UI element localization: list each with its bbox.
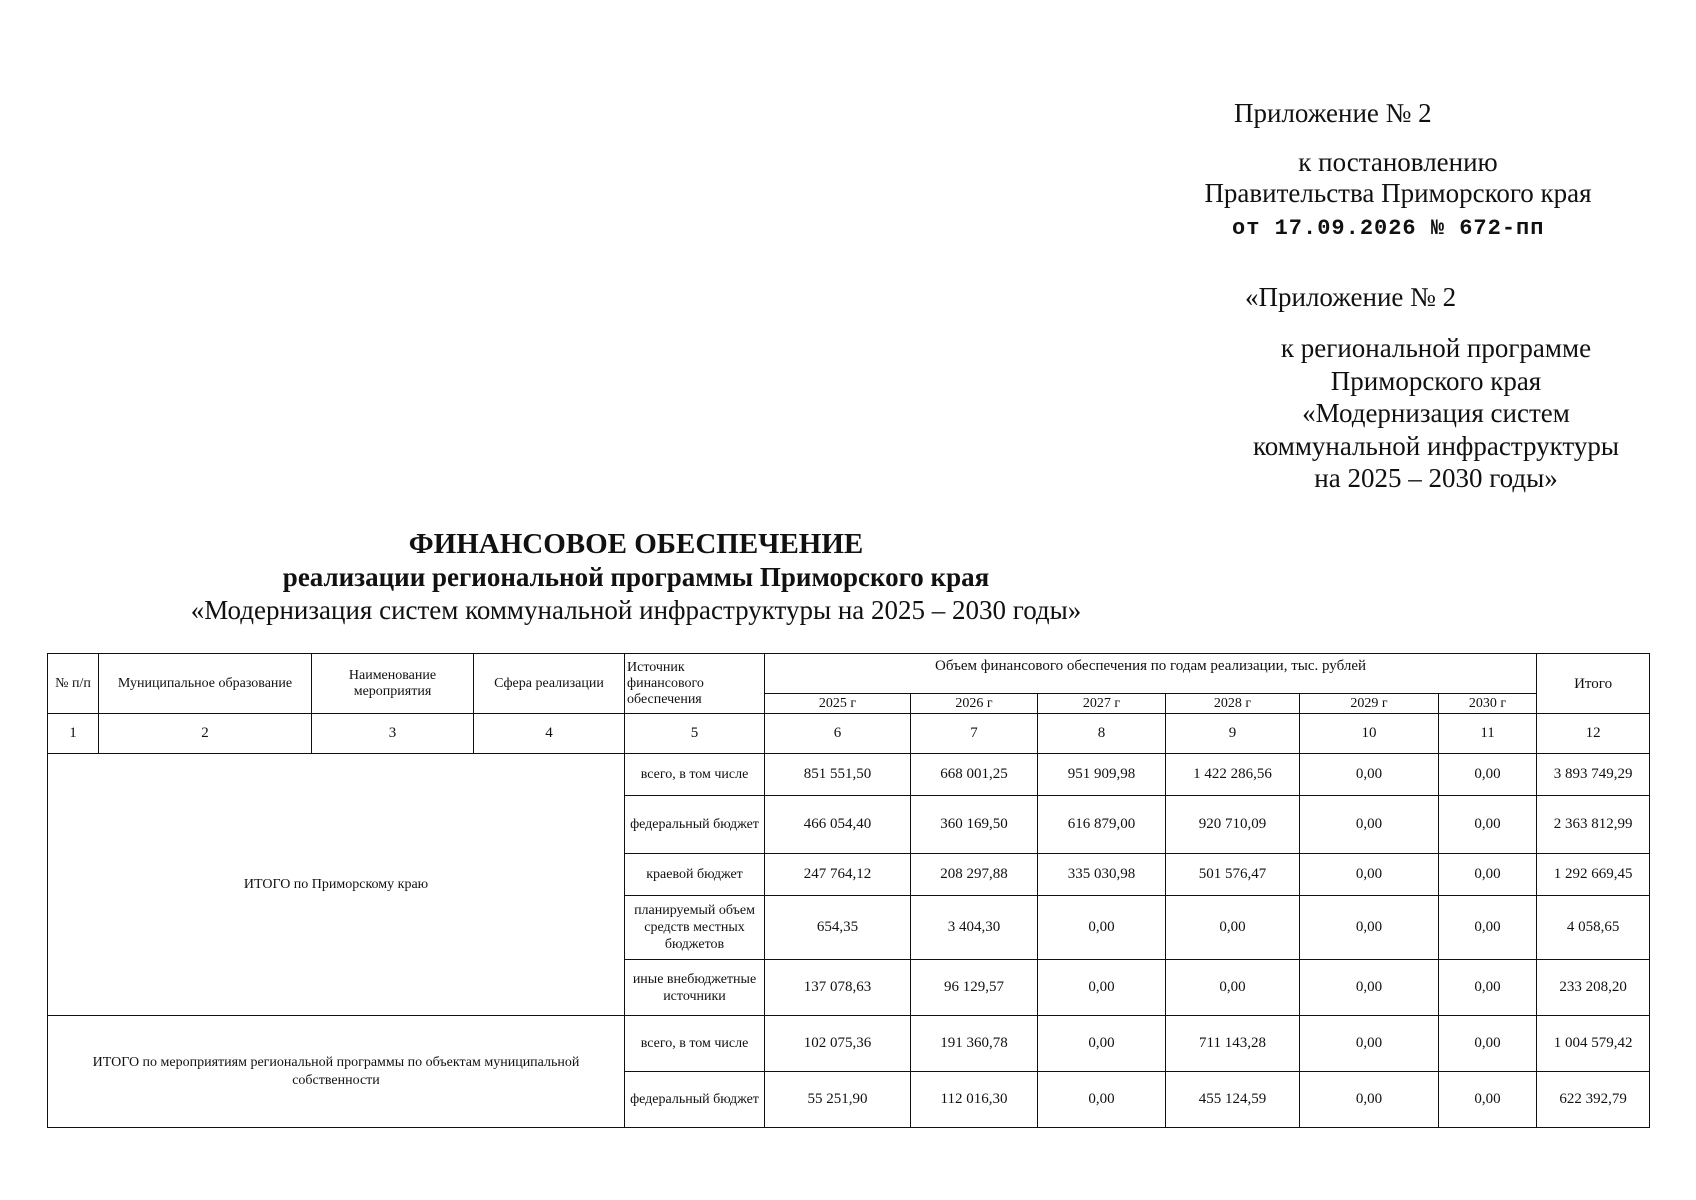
total-cell: 233 208,20 (1537, 960, 1650, 1016)
col-number: 7 (911, 714, 1038, 754)
value-cell: 466 054,40 (765, 796, 911, 854)
value-cell: 0,00 (1439, 754, 1537, 796)
total-cell: 1 004 579,42 (1537, 1016, 1650, 1072)
appendix-resolution-label: к постановлению (1298, 147, 1498, 177)
total-cell: 622 392,79 (1537, 1072, 1650, 1128)
source-cell: всего, в том числе (625, 754, 765, 796)
col-header-year: 2028 г (1166, 694, 1300, 714)
value-cell: 951 909,98 (1038, 754, 1166, 796)
col-header-sphere: Сфера реализации (474, 654, 625, 714)
value-cell: 0,00 (1038, 960, 1166, 1016)
source-cell: планируемый объем средств местных бюджетов (625, 896, 765, 960)
col-number: 3 (312, 714, 474, 754)
value-cell: 3 404,30 (911, 896, 1038, 960)
value-cell: 112 016,30 (911, 1072, 1038, 1128)
col-number: 2 (99, 714, 312, 754)
col-header-event: Наименование мероприятия (312, 654, 474, 714)
col-header-year: 2025 г (765, 694, 911, 714)
col-header-municipality: Муниципальное образование (99, 654, 312, 714)
value-cell: 208 297,88 (911, 854, 1038, 896)
value-cell: 0,00 (1166, 960, 1300, 1016)
column-number-row (48, 714, 1650, 754)
group-label-municipal: ИТОГО по мероприятиям региональной программы по объектам муниципальной собственности (48, 1016, 625, 1128)
appendix-header-body (1204, 147, 1658, 209)
value-cell: 137 078,63 (765, 960, 911, 1016)
heading-subtitle: реализации региональной программы Приморского края (282, 562, 990, 592)
resolution-stamp (1232, 216, 1544, 241)
value-cell: 501 576,47 (1166, 854, 1300, 896)
value-cell: 0,00 (1300, 854, 1439, 896)
value-cell: 96 129,57 (911, 960, 1038, 1016)
program-appendix (1245, 281, 1605, 314)
total-cell: 2 363 812,99 (1537, 796, 1650, 854)
source-cell: краевой бюджет (625, 854, 765, 896)
col-header-year: 2030 г (1439, 694, 1537, 714)
finance-table (47, 653, 1650, 1128)
value-cell: 247 764,12 (765, 854, 911, 896)
col-header-year: 2027 г (1038, 694, 1166, 714)
col-number: 5 (625, 714, 765, 754)
value-cell: 0,00 (1439, 1016, 1537, 1072)
value-cell: 55 251,90 (765, 1072, 911, 1128)
value-cell: 851 551,50 (765, 754, 911, 796)
value-cell: 0,00 (1038, 1072, 1166, 1128)
appendix-government-label: Правительства Приморского края (1204, 178, 1592, 208)
group-label-krai: ИТОГО по Приморскому краю (48, 754, 625, 1016)
value-cell: 0,00 (1300, 1072, 1439, 1128)
value-cell: 455 124,59 (1166, 1072, 1300, 1128)
source-cell: всего, в том числе (625, 1016, 765, 1072)
total-cell: 4 058,65 (1537, 896, 1650, 960)
value-cell: 0,00 (1439, 1072, 1537, 1128)
col-header-total: Итого (1537, 654, 1650, 714)
value-cell: 0,00 (1439, 854, 1537, 896)
col-number: 1 (48, 714, 99, 754)
heading-program: «Модернизация систем коммунальной инфраструктуры на 2025 – 2030 годы» (190, 595, 1082, 625)
program-appendix-title: «Приложение № 2 (1245, 282, 1457, 312)
col-header-source: Источник финансового обеспечения (625, 654, 765, 714)
value-cell: 0,00 (1439, 896, 1537, 960)
col-number: 4 (474, 714, 625, 754)
col-number: 8 (1038, 714, 1166, 754)
value-cell: 0,00 (1439, 960, 1537, 1016)
total-cell: 3 893 749,29 (1537, 754, 1650, 796)
value-cell: 616 879,00 (1038, 796, 1166, 854)
document-heading (0, 528, 1484, 627)
program-appendix-line3: Приморского края (1330, 365, 1542, 396)
program-appendix-line2: к региональной программе (1280, 333, 1592, 363)
value-cell: 0,00 (1300, 754, 1439, 796)
value-cell: 335 030,98 (1038, 854, 1166, 896)
col-number: 12 (1537, 714, 1650, 754)
value-cell: 0,00 (1166, 896, 1300, 960)
program-appendix-line4: «Модернизация систем (1302, 398, 1570, 428)
col-header-num: № п/п (48, 654, 99, 714)
source-cell: федеральный бюджет (625, 796, 765, 854)
value-cell: 0,00 (1038, 896, 1166, 960)
resolution-date-number: от 17.09.2026 № 672-пп (1232, 216, 1545, 241)
heading-title: ФИНАНСОВОЕ ОБЕСПЕЧЕНИЕ (408, 528, 864, 560)
col-number: 6 (765, 714, 911, 754)
value-cell: 668 001,25 (911, 754, 1038, 796)
col-header-year: 2029 г (1300, 694, 1439, 714)
value-cell: 0,00 (1300, 896, 1439, 960)
value-cell: 920 710,09 (1166, 796, 1300, 854)
value-cell: 360 169,50 (911, 796, 1038, 854)
program-appendix-line6: на 2025 – 2030 годы» (1314, 463, 1558, 493)
value-cell: 654,35 (765, 896, 911, 960)
table-row (48, 1016, 1650, 1072)
col-number: 10 (1300, 714, 1439, 754)
col-number: 11 (1439, 714, 1537, 754)
value-cell: 711 143,28 (1166, 1016, 1300, 1072)
value-cell: 0,00 (1439, 796, 1537, 854)
appendix-header (1228, 97, 1598, 130)
program-appendix-body (1236, 332, 1636, 495)
value-cell: 102 075,36 (765, 1016, 911, 1072)
col-header-volume: Объем финансового обеспечения по годам реализации, тыс. рублей (765, 654, 1537, 694)
total-cell: 1 292 669,45 (1537, 854, 1650, 896)
value-cell: 1 422 286,56 (1166, 754, 1300, 796)
value-cell: 0,00 (1038, 1016, 1166, 1072)
value-cell: 0,00 (1300, 960, 1439, 1016)
source-cell: иные внебюджетные источники (625, 960, 765, 1016)
value-cell: 191 360,78 (911, 1016, 1038, 1072)
table-row (48, 754, 1650, 796)
source-cell: федеральный бюджет (625, 1072, 765, 1128)
col-number: 9 (1166, 714, 1300, 754)
header-row-1 (48, 654, 1650, 694)
value-cell: 0,00 (1300, 796, 1439, 854)
program-appendix-line5: коммунальной инфраструктуры (1253, 430, 1619, 461)
appendix-title: Приложение № 2 (1234, 98, 1432, 128)
col-header-year: 2026 г (911, 694, 1038, 714)
value-cell: 0,00 (1300, 1016, 1439, 1072)
